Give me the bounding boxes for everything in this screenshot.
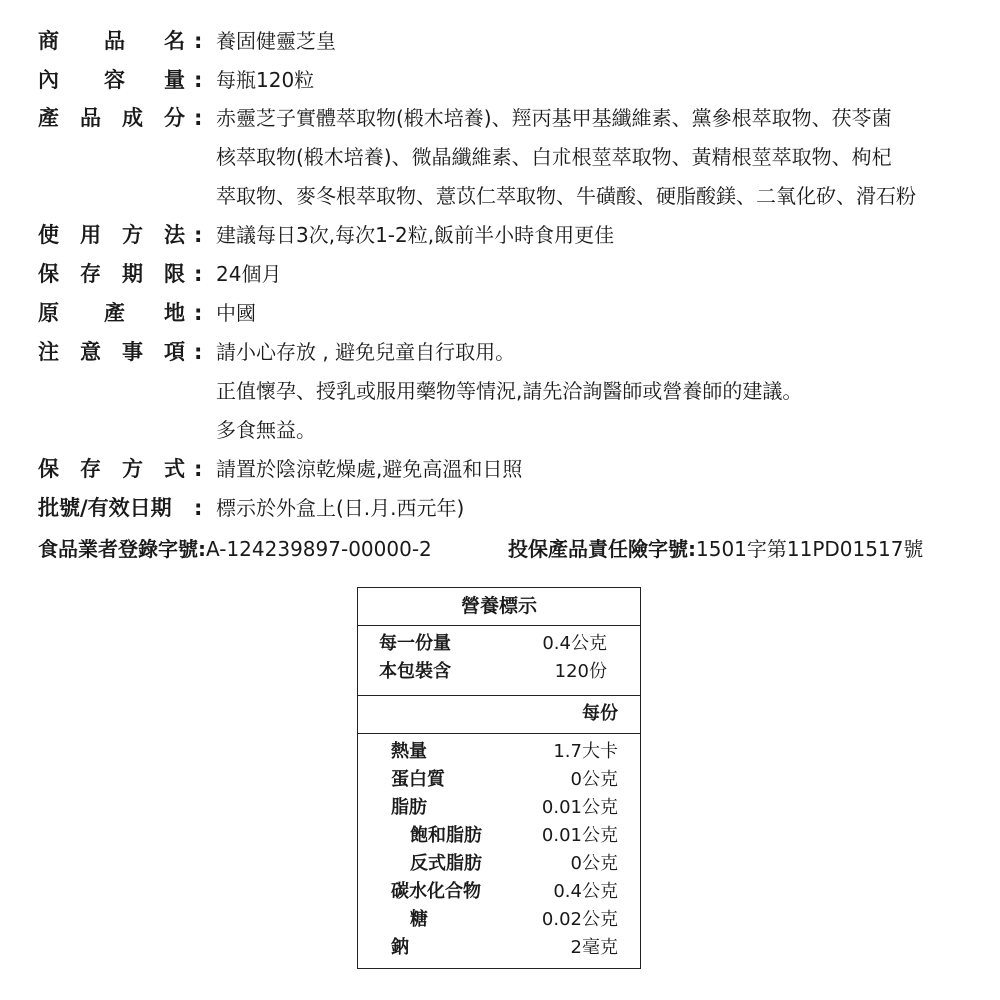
divider [358,695,640,696]
nutrient-value: 1.7大卡 [553,741,618,762]
colon: : [194,340,203,364]
storage-value: 請置於陰涼乾燥處,避免高溫和日照 [216,457,523,481]
notes-line: 多食無益。 [216,418,316,442]
nutrient-name: 蛋白質 [391,769,445,790]
nutrient-value: 0.01公克 [541,797,618,818]
colon: : [194,262,203,286]
divider [358,625,640,626]
nutrient-name: 脂肪 [391,797,427,818]
nutrient-value: 0.02公克 [541,909,618,930]
divider [358,733,640,734]
nutrient-value: 0公克 [570,769,618,790]
ingredients-line: 赤靈芝子實體萃取物(椴木培養)、羥丙基甲基纖維素、黨參根萃取物、茯苓菌 [216,106,892,130]
batch-label: 批號/有效日期 [38,496,172,520]
colon: : [688,537,696,561]
serving-size-value: 0.4公克 [542,633,607,654]
nutrient-name: 碳水化合物 [391,881,481,902]
nutrient-value: 0公克 [570,853,618,874]
serving-size-label: 每一份量 [379,633,451,654]
nutrient-name: 糖 [410,909,428,930]
ingredients-line: 核萃取物(椴木培養)、微晶纖維素、白朮根莖萃取物、黃精根莖萃取物、枸杞 [216,145,892,169]
colon: : [194,457,203,481]
food-registration-value: A-124239897-00000-2 [206,537,432,561]
colon: : [194,106,203,130]
colon: : [198,537,206,561]
servings-value: 120份 [554,661,607,682]
content-value: 每瓶120粒 [216,68,315,92]
nutrient-value: 0.4公克 [553,881,618,902]
food-registration [38,530,432,569]
nutrient-value: 0.01公克 [541,825,618,846]
food-registration-label: 食品業者登錄字號 [38,537,198,561]
colon: : [194,223,203,247]
batch-value: 標示於外盒上(日.月.西元年) [216,496,465,520]
shelf-life-value: 24個月 [216,262,282,286]
notes-line: 正值懷孕、授乳或服用藥物等情況,請先洽詢醫師或營養師的建議。 [216,379,803,403]
notes-line: 請小心存放 , 避免兒童自行取用。 [216,340,516,364]
nutrient-value: 2毫克 [570,937,618,958]
nutrition-title: 營養標示 [460,595,537,617]
colon: : [194,496,203,520]
per-serving-header: 每份 [582,703,618,724]
colon: : [194,301,203,325]
nutrient-name: 飽和脂肪 [410,825,482,846]
ingredients-line: 萃取物、麥冬根萃取物、薏苡仁萃取物、牛磺酸、硬脂酸鎂、二氧化矽、滑石粉 [216,184,916,208]
insurance-value: 1501字第11PD01517號 [696,537,924,561]
usage-value: 建議每日3次,每次1-2粒,飯前半小時食用更佳 [216,223,615,247]
colon: : [194,29,203,53]
servings-label: 本包裝含 [379,661,451,682]
nutrient-name: 鈉 [391,937,409,958]
origin-value: 中國 [216,301,256,325]
colon: : [194,68,203,92]
product-name-value: 養固健靈芝皇 [216,29,336,53]
nutrient-name: 反式脂肪 [410,853,482,874]
insurance-label: 投保產品責任險字號 [508,537,688,561]
nutrient-name: 熱量 [391,741,427,762]
nutrition-panel [357,587,641,969]
insurance-registration [508,530,923,569]
